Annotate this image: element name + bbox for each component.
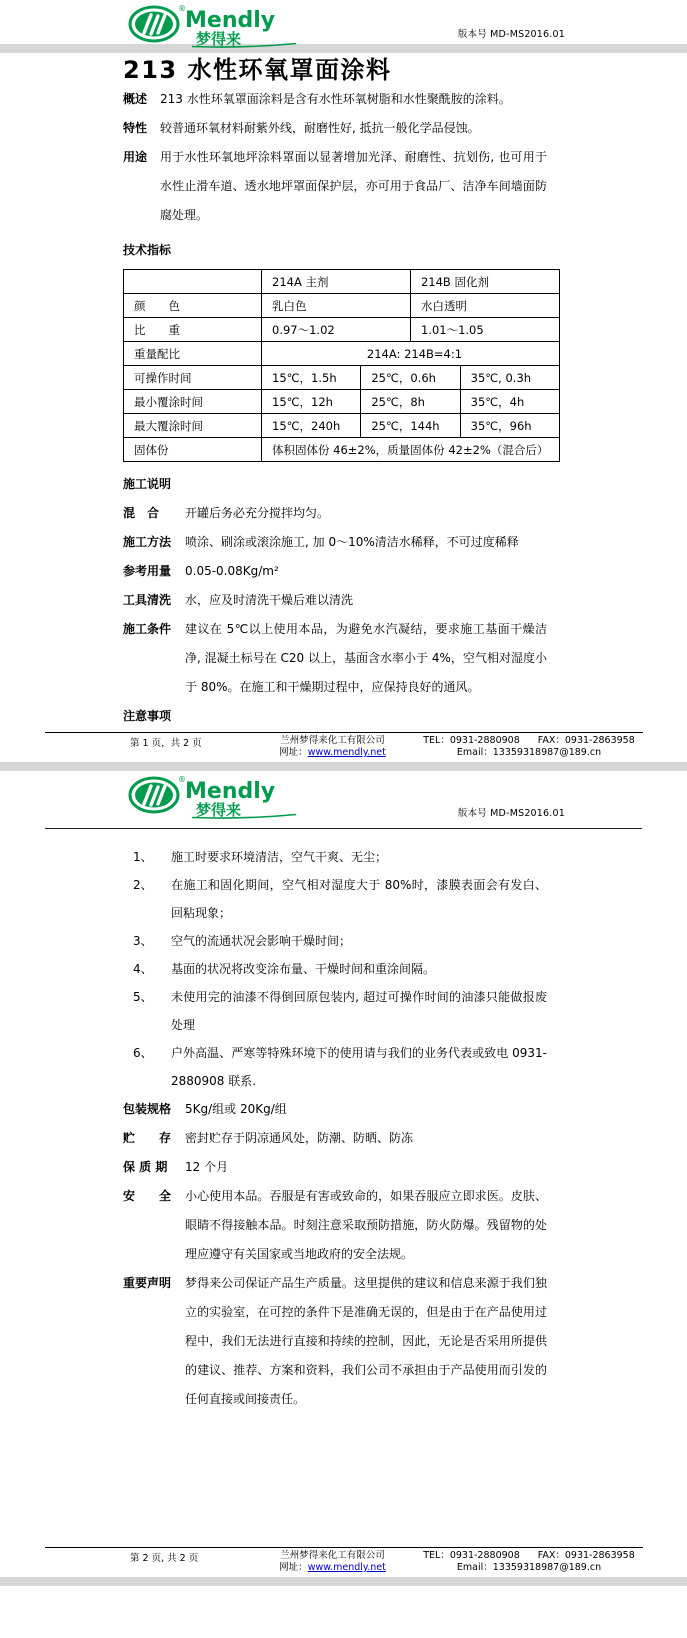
section-label: 概述 [123, 92, 148, 106]
section-label: 用途 [123, 150, 148, 164]
tech-table-body [124, 270, 560, 462]
labeled-row [123, 586, 547, 615]
labeled-row [123, 499, 547, 528]
table-cell: 最小覆涂时间 [124, 390, 262, 414]
item-number: 2、 [133, 878, 153, 892]
website-line [250, 747, 415, 759]
website-line [250, 1562, 415, 1574]
construction-label: 施工方法 [123, 535, 172, 549]
page2-spec-items [123, 1095, 547, 1414]
construction-text: 0.05-0.08Kg/m² [185, 564, 279, 578]
page-number: 第 1 页，共 2 页 [130, 738, 202, 749]
page-gap-band [0, 762, 687, 771]
labeled-row [123, 1269, 547, 1414]
logo-ellipse-icon [130, 778, 178, 812]
table-cell: 体积固体份 46±2%，质量固体份 42±2%（混合后） [262, 438, 560, 462]
page2-content [123, 843, 547, 1414]
construction-items [123, 499, 547, 702]
labeled-row [123, 143, 547, 230]
spec-label: 包装规格 [123, 1102, 172, 1116]
company-logo [128, 2, 298, 52]
notes-heading: 注意事项 [123, 709, 172, 723]
page-1 [0, 0, 687, 762]
logo-brand-en: Mendly [185, 779, 276, 804]
company-name: 兰州梦得来化工有限公司 [280, 1550, 385, 1561]
logo-brand-cn: 梦得来 [196, 30, 242, 48]
numbered-item [133, 927, 547, 955]
mendly-logo-graphic [128, 773, 298, 819]
website-label: 网址： [279, 747, 308, 758]
labeled-row [123, 1153, 547, 1182]
item-number: 3、 [133, 934, 153, 948]
labeled-row [123, 1182, 547, 1269]
construction-label: 混 合 [123, 506, 160, 520]
table-cell: 15℃，12h [262, 390, 361, 414]
page-2 [0, 771, 687, 1577]
numbered-item [133, 1039, 547, 1095]
tel-fax-line [415, 735, 643, 747]
spec-text: 小心使用本品。吞服是有害或致命的，如果吞服应立即求医。皮肤、眼睛不得接触本品。时刻注意采取预防措施，防火防爆。残留物的处理应遵守有关国家或当地政府的安全法规。 [185, 1189, 547, 1261]
table-cell: 比 重 [124, 318, 262, 342]
item-number: 6、 [133, 1046, 153, 1060]
construction-text: 开罐后务必充分搅拌均匀。 [185, 506, 330, 520]
item-text: 基面的状况将改变涂布量、干燥时间和重涂间隔。 [171, 962, 436, 976]
email-line: Email：13359318987@189.cn [456, 747, 602, 758]
page1-content [123, 55, 547, 731]
table-cell: 颜 色 [124, 294, 262, 318]
company-logo [128, 773, 298, 823]
registered-mark: ® [178, 4, 186, 13]
construction-label: 参考用量 [123, 564, 172, 578]
labeled-row [123, 1095, 547, 1124]
table-cell: 25℃，0.6h [361, 366, 460, 390]
item-text: 在施工和固化期间，空气相对湿度大于 80%时，漆膜表面会有发白、回粘现象； [171, 878, 547, 920]
construction-text: 水，应及时清洗干燥后难以清洗 [185, 593, 354, 607]
section-text: 213 水性环氧罩面涂料是含有水性环氧树脂和水性聚酰胺的涂料。 [160, 92, 511, 106]
page-edge-band [0, 1577, 687, 1586]
fax-number: FAX：0931-2863958 [537, 735, 635, 746]
construction-text: 喷涂、刷涂或滚涂施工, 加 0～10%清洁水稀释，不可过度稀释 [185, 535, 519, 549]
table-cell: 214B 固化剂 [410, 270, 559, 294]
table-cell: 0.97～1.02 [262, 318, 411, 342]
labeled-row [123, 1124, 547, 1153]
company-name: 兰州梦得来化工有限公司 [280, 735, 385, 746]
spec-text: 12 个月 [185, 1160, 229, 1174]
spec-label: 贮 存 [123, 1131, 172, 1145]
item-text: 空气的流通状况会影响干燥时间； [171, 934, 352, 948]
labeled-row [123, 114, 547, 143]
page1-header [0, 0, 687, 48]
numbered-item [133, 871, 547, 927]
item-number: 5、 [133, 990, 153, 1004]
page1-footer [45, 732, 643, 759]
table-cell: 重量配比 [124, 342, 262, 366]
spec-text: 密封贮存于阴凉通风处，防潮、防晒、防冻 [185, 1131, 414, 1145]
numbered-item [133, 983, 547, 1039]
tel-number: TEL：0931-2880908 [423, 1550, 520, 1561]
page2-numbered-items [123, 843, 547, 1095]
page2-footer [45, 1547, 643, 1574]
table-cell [124, 270, 262, 294]
table-cell: 可操作时间 [124, 366, 262, 390]
labeled-row [123, 85, 547, 114]
logo-ellipse-icon [130, 7, 178, 41]
table-cell: 15℃，1.5h [262, 366, 361, 390]
mendly-logo-graphic [128, 2, 298, 48]
table-cell: 水白透明 [410, 294, 559, 318]
table-cell: 214A 主剂 [262, 270, 411, 294]
table-cell: 最大覆涂时间 [124, 414, 262, 438]
table-cell: 乳白色 [262, 294, 411, 318]
labeled-row [123, 557, 547, 586]
table-cell: 25℃，144h [361, 414, 460, 438]
table-cell: 固体份 [124, 438, 262, 462]
table-cell: 35℃，96h [460, 414, 559, 438]
registered-mark: ® [178, 775, 186, 784]
table-cell: 15℃，240h [262, 414, 361, 438]
spec-label: 保 质 期 [123, 1160, 168, 1174]
logo-brand-en: Mendly [185, 8, 276, 33]
website-link[interactable]: www.mendly.net [307, 1562, 386, 1573]
item-text: 施工时要求环境清洁，空气干爽、无尘； [171, 850, 388, 864]
construction-label: 工具清洗 [123, 593, 172, 607]
page1-sections [123, 85, 547, 230]
product-title: 213 水性环氧罩面涂料 [123, 56, 392, 84]
item-text: 未使用完的油漆不得倒回原包装内, 超过可操作时间的油漆只能做报废处理 [171, 990, 547, 1032]
spec-label: 安 全 [123, 1189, 172, 1203]
item-number: 1、 [133, 850, 153, 864]
construction-label: 施工条件 [123, 622, 172, 636]
header-rule [45, 828, 642, 829]
spec-text: 5Kg/组或 20Kg/组 [185, 1102, 287, 1116]
table-cell: 25℃，8h [361, 390, 460, 414]
tech-heading: 技术指标 [123, 243, 172, 257]
item-number: 4、 [133, 962, 153, 976]
labeled-row [123, 528, 547, 557]
website-label: 网址： [279, 1562, 308, 1573]
construction-text: 建议在 5℃以上使用本品，为避免水汽凝结，要求施工基面干燥洁净, 混凝土标号在 C20 以上，基面含水率小于 4%，空气相对湿度小于 80%。在施工和干燥期过程中，应保持良好的通风。 [185, 622, 547, 694]
logo-brand-cn: 梦得来 [196, 801, 242, 819]
labeled-row [123, 615, 547, 702]
numbered-item [133, 843, 547, 871]
tel-number: TEL：0931-2880908 [423, 735, 520, 746]
tech-table [123, 269, 560, 462]
tel-fax-line [415, 1550, 643, 1562]
version-label: 版本号 MD-MS2016.01 [457, 29, 565, 40]
spec-text: 梦得来公司保证产品生产质量。这里提供的建议和信息来源于我们独立的实验室，在可控的条件下是准确无误的，但是由于在产品使用过程中，我们无法进行直接和持续的控制，因此，无论是否采用所提供的建议、推荐、方案和资料，我们公司不承担由于产品使用而引发的任何直接或间接责任。 [185, 1276, 547, 1406]
construction-heading: 施工说明 [123, 477, 172, 491]
table-cell: 1.01～1.05 [410, 318, 559, 342]
section-text: 用于水性环氧地坪涂料罩面以显著增加光泽、耐磨性、抗划伤, 也可用于水性止滑车道、透水地坪罩面保护层，亦可用于食品厂、洁净车间墙面防腐处理。 [160, 150, 547, 222]
table-cell: 35℃, 0.3h [460, 366, 559, 390]
page2-header [0, 771, 687, 828]
spec-label: 重要声明 [123, 1276, 172, 1290]
section-label: 特性 [123, 121, 148, 135]
email-line: Email：13359318987@189.cn [456, 1562, 602, 1573]
section-text: 较普通环氧材料耐紫外线，耐磨性好, 抵抗一般化学品侵蚀。 [160, 121, 480, 135]
item-text: 户外高温、严寒等特殊环境下的使用请与我们的业务代表或致电 0931-2880908 联系. [171, 1046, 547, 1088]
website-link[interactable]: www.mendly.net [307, 747, 386, 758]
page-edge-band [0, 44, 687, 53]
fax-number: FAX：0931-2863958 [537, 1550, 635, 1561]
version-label: 版本号 MD-MS2016.01 [457, 808, 565, 819]
page-number: 第 2 页, 共 2 页 [130, 1553, 199, 1564]
numbered-item [133, 955, 547, 983]
table-cell: 214A: 214B=4:1 [262, 342, 560, 366]
table-cell: 35℃，4h [460, 390, 559, 414]
